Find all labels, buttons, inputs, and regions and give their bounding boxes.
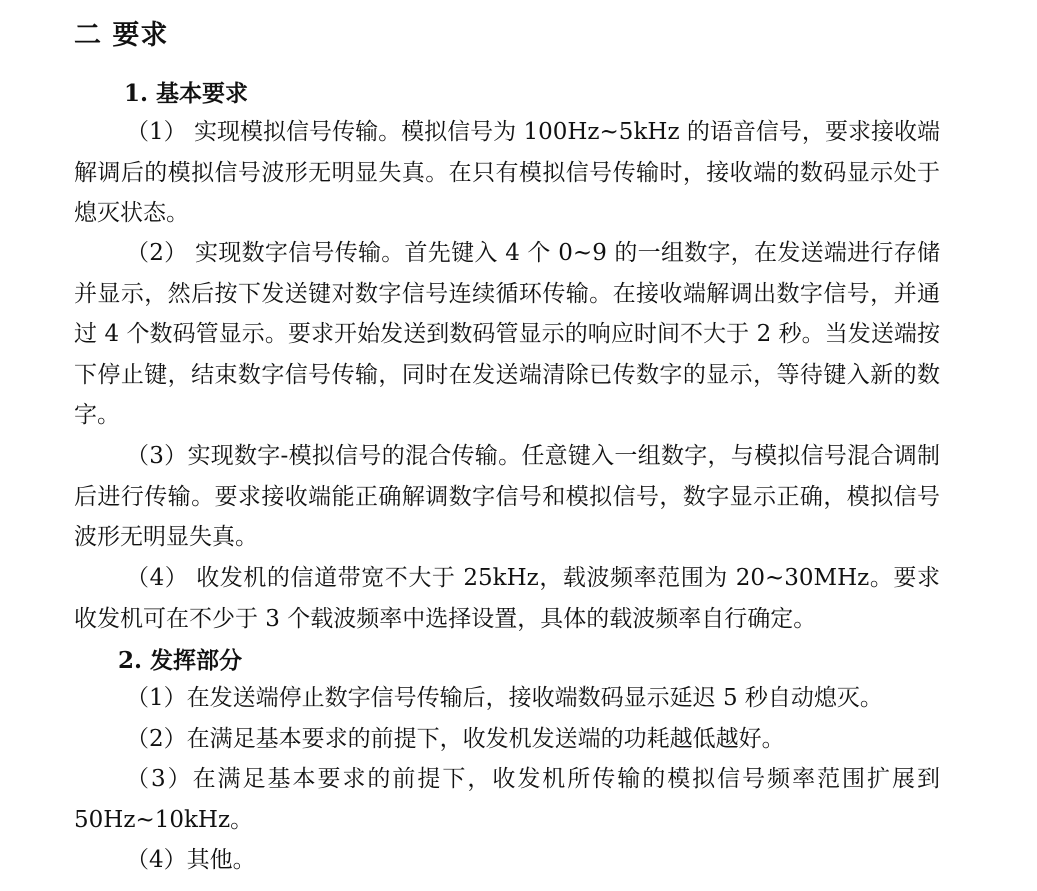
extended-requirements-heading: 2. 发挥部分 [118, 647, 243, 674]
basic-requirement-item-4: （4） 收发机的信道带宽不大于 25kHz，载波频率范围为 20~30MHz。要求收发机可在不少于 3 个载波频率中选择设置，具体的载波频率自行确定。 [74, 565, 940, 632]
extended-requirement-item-2: （2）在满足基本要求的前提下，收发机发送端的功耗越低越好。 [126, 726, 785, 752]
basic-requirement-item-1: （1） 实现模拟信号传输。模拟信号为 100Hz~5kHz 的语音信号，要求接收端解调后的模拟信号波形无明显失真。在只有模拟信号传输时，接收端的数码显示处于熄灭状态。 [74, 119, 940, 227]
section-title: 二 要求 [74, 20, 169, 51]
extended-requirement-item-1: （1）在发送端停止数字信号传输后，接收端数码显示延迟 5 秒自动熄灭。 [126, 685, 883, 711]
basic-requirement-item-2: （2） 实现数字信号传输。首先键入 4 个 0~9 的一组数字，在发送端进行存储并显示，然后按下发送键对数字信号连续循环传输。在接收端解调出数字信号，并通过 4 个数码管显示。要求开始发送到数码管显示的响应时间不大于 2 秒。当发送端按下停止键，结束数字信号传输，同时在发送端清除已传数字的显示，等待键入新的数字。 [74, 240, 940, 429]
extended-requirement-item-3: （3）在满足基本要求的前提下，收发机所传输的模拟信号频率范围扩展到 50Hz~10kHz。 [74, 766, 940, 833]
basic-requirement-item-3: （3）实现数字-模拟信号的混合传输。任意键入一组数字，与模拟信号混合调制后进行传输。要求接收端能正确解调数字信号和模拟信号，数字显示正确，模拟信号波形无明显失真。 [74, 443, 940, 551]
basic-requirements-heading: 1. 基本要求 [124, 80, 249, 107]
extended-requirement-item-4: （4）其他。 [126, 847, 256, 873]
